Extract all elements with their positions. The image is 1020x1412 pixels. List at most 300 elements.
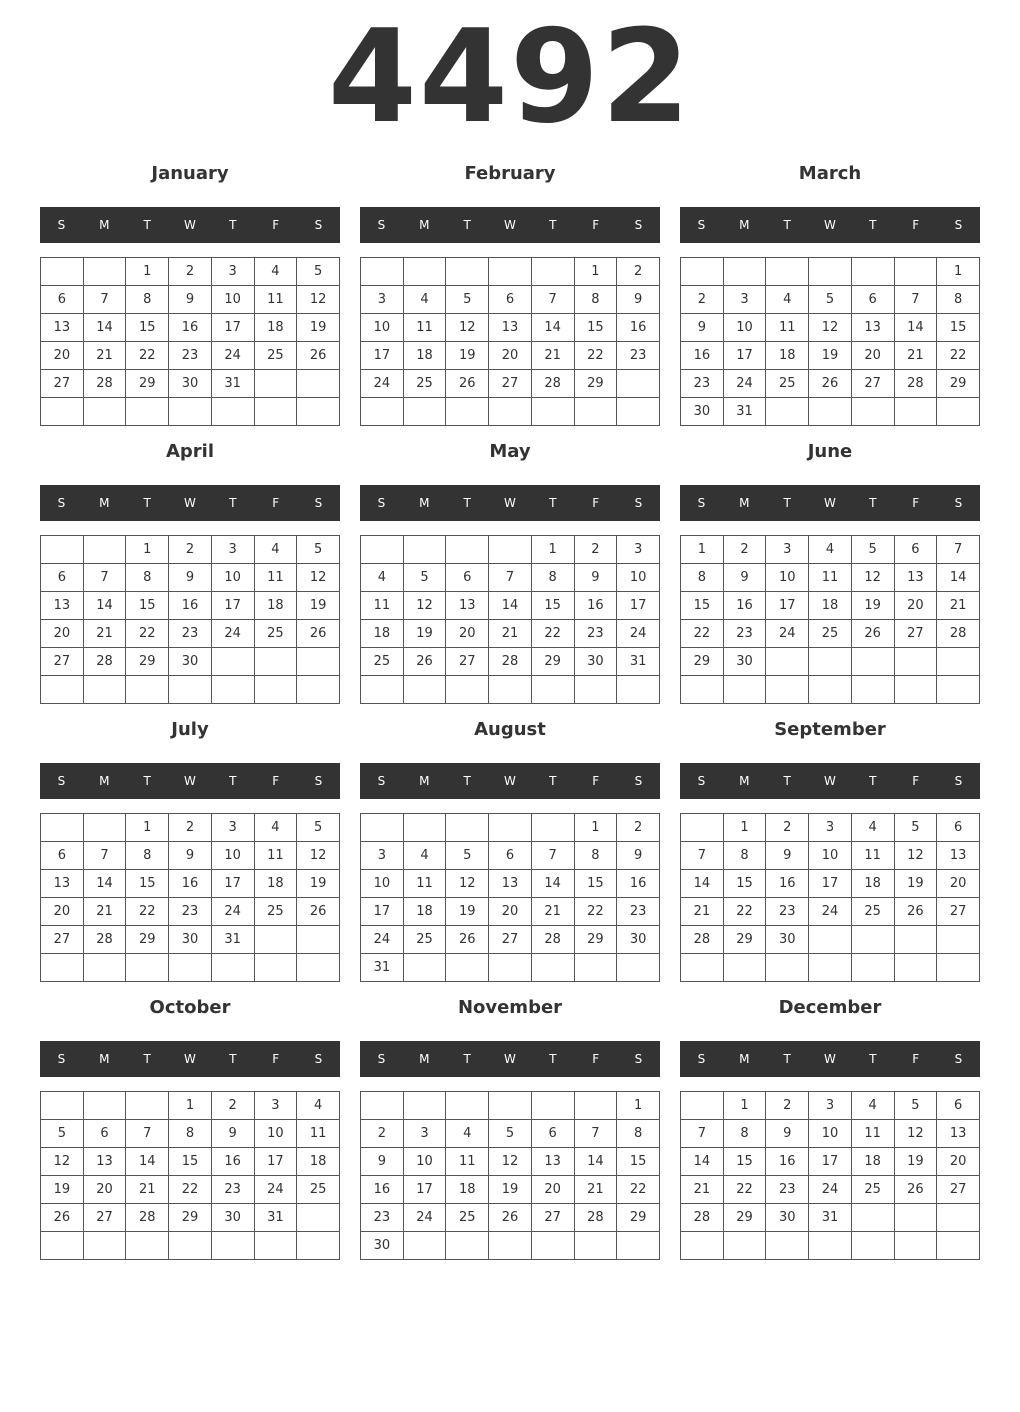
empty-day-cell — [617, 954, 660, 982]
day-grid — [680, 257, 980, 426]
day-cell: 13 — [83, 1148, 126, 1176]
weekday-label: S — [57, 1052, 66, 1066]
empty-day-cell — [83, 676, 126, 704]
week-row — [681, 1120, 980, 1148]
day-cell: 6 — [937, 1092, 980, 1120]
weekday-label: S — [697, 218, 706, 232]
day-cell: 16 — [617, 314, 660, 342]
weekday-label: T — [549, 1052, 557, 1066]
day-cell: 27 — [446, 648, 489, 676]
day-cell: 23 — [766, 898, 809, 926]
weekday-label: F — [592, 218, 600, 232]
week-row — [681, 1148, 980, 1176]
day-cell: 29 — [126, 926, 169, 954]
weekday-header — [680, 485, 980, 521]
empty-day-cell — [83, 954, 126, 982]
empty-day-cell — [574, 1232, 617, 1260]
day-cell: 14 — [489, 592, 532, 620]
empty-day-cell — [489, 398, 532, 426]
day-cell: 17 — [403, 1176, 446, 1204]
day-cell: 11 — [254, 564, 297, 592]
week-row — [681, 648, 980, 676]
day-cell: 7 — [894, 286, 937, 314]
weekday-header — [360, 485, 660, 521]
day-cell: 20 — [489, 342, 532, 370]
day-cell: 5 — [403, 564, 446, 592]
day-cell: 14 — [574, 1148, 617, 1176]
empty-day-cell — [41, 1092, 84, 1120]
empty-day-cell — [446, 398, 489, 426]
weekday-label: T — [783, 496, 791, 510]
weekday-label: M — [739, 774, 750, 788]
day-cell: 9 — [169, 286, 212, 314]
empty-day-cell — [489, 1092, 532, 1120]
day-cell: 9 — [211, 1120, 254, 1148]
empty-day-cell — [169, 1232, 212, 1260]
weekday-label: T — [869, 1052, 877, 1066]
day-cell: 18 — [254, 592, 297, 620]
day-cell: 24 — [766, 620, 809, 648]
day-cell: 27 — [83, 1204, 126, 1232]
day-cell: 9 — [723, 564, 766, 592]
empty-day-cell — [361, 536, 404, 564]
year-title: 4492 — [327, 3, 693, 152]
day-cell: 18 — [809, 592, 852, 620]
empty-day-cell — [937, 926, 980, 954]
empty-day-cell — [937, 648, 980, 676]
empty-day-cell — [41, 1232, 84, 1260]
week-row — [361, 676, 660, 704]
empty-day-cell — [937, 1232, 980, 1260]
empty-day-cell — [617, 676, 660, 704]
week-row — [361, 1148, 660, 1176]
empty-day-cell — [361, 258, 404, 286]
day-cell: 29 — [126, 370, 169, 398]
empty-day-cell — [617, 370, 660, 398]
day-cell: 11 — [851, 842, 894, 870]
day-cell: 29 — [574, 926, 617, 954]
week-row — [41, 370, 340, 398]
day-cell: 24 — [254, 1176, 297, 1204]
empty-day-cell — [41, 398, 84, 426]
weekday-label: S — [954, 1052, 963, 1066]
day-cell: 3 — [617, 536, 660, 564]
empty-day-cell — [574, 676, 617, 704]
day-cell: 20 — [41, 898, 84, 926]
week-row — [681, 1204, 980, 1232]
empty-day-cell — [446, 258, 489, 286]
week-row — [361, 342, 660, 370]
week-row — [41, 1232, 340, 1260]
week-row — [41, 1092, 340, 1120]
empty-day-cell — [403, 1092, 446, 1120]
empty-day-cell — [531, 1232, 574, 1260]
weekday-label: T — [463, 774, 471, 788]
empty-day-cell — [809, 398, 852, 426]
week-row — [681, 342, 980, 370]
month-name: May — [489, 441, 531, 462]
empty-day-cell — [126, 1232, 169, 1260]
empty-day-cell — [169, 954, 212, 982]
day-cell: 22 — [531, 620, 574, 648]
day-cell: 8 — [126, 286, 169, 314]
empty-day-cell — [446, 1232, 489, 1260]
empty-day-cell — [851, 1204, 894, 1232]
day-cell: 11 — [766, 314, 809, 342]
week-row — [361, 286, 660, 314]
empty-day-cell — [723, 1232, 766, 1260]
day-cell: 1 — [723, 814, 766, 842]
day-cell: 6 — [83, 1120, 126, 1148]
day-cell: 9 — [766, 842, 809, 870]
weekday-label: F — [272, 218, 280, 232]
weekday-label: T — [549, 496, 557, 510]
day-cell: 24 — [211, 898, 254, 926]
day-cell: 14 — [83, 592, 126, 620]
empty-day-cell — [446, 1092, 489, 1120]
day-cell: 1 — [681, 536, 724, 564]
day-cell: 8 — [574, 286, 617, 314]
day-cell: 29 — [681, 648, 724, 676]
day-cell: 30 — [681, 398, 724, 426]
week-row — [681, 286, 980, 314]
day-cell: 6 — [446, 564, 489, 592]
day-cell: 21 — [574, 1176, 617, 1204]
day-cell: 2 — [723, 536, 766, 564]
week-row — [361, 398, 660, 426]
week-row — [41, 1148, 340, 1176]
week-row — [361, 870, 660, 898]
day-cell: 15 — [574, 870, 617, 898]
weekday-label: M — [99, 496, 110, 510]
empty-day-cell — [446, 814, 489, 842]
week-row — [41, 314, 340, 342]
weekday-label: F — [272, 1052, 280, 1066]
day-cell: 13 — [894, 564, 937, 592]
day-cell: 1 — [574, 258, 617, 286]
day-cell: 11 — [809, 564, 852, 592]
weekday-header — [680, 1041, 980, 1077]
empty-day-cell — [766, 258, 809, 286]
weekday-label: T — [549, 218, 557, 232]
empty-day-cell — [83, 814, 126, 842]
weekday-label: M — [99, 218, 110, 232]
day-cell: 13 — [41, 870, 84, 898]
day-cell: 5 — [446, 842, 489, 870]
day-cell: 20 — [937, 870, 980, 898]
weekday-label: F — [272, 774, 280, 788]
day-cell: 2 — [361, 1120, 404, 1148]
day-cell: 8 — [723, 842, 766, 870]
day-cell: 31 — [211, 370, 254, 398]
weekday-label: S — [954, 774, 963, 788]
empty-day-cell — [83, 1232, 126, 1260]
day-cell: 12 — [894, 842, 937, 870]
weekday-header — [360, 207, 660, 243]
weekday-label: S — [697, 496, 706, 510]
day-cell: 17 — [723, 342, 766, 370]
day-cell: 5 — [809, 286, 852, 314]
empty-day-cell — [403, 954, 446, 982]
weekday-label: M — [419, 218, 430, 232]
weekday-label: S — [314, 1052, 323, 1066]
empty-day-cell — [574, 954, 617, 982]
empty-day-cell — [531, 258, 574, 286]
day-cell: 2 — [211, 1092, 254, 1120]
day-cell: 19 — [297, 592, 340, 620]
weekday-label: F — [912, 774, 920, 788]
week-row — [41, 620, 340, 648]
day-cell: 1 — [126, 258, 169, 286]
empty-day-cell — [489, 954, 532, 982]
day-cell: 2 — [617, 258, 660, 286]
day-cell: 12 — [446, 870, 489, 898]
weekday-label: S — [314, 774, 323, 788]
week-row — [41, 286, 340, 314]
day-grid — [360, 535, 660, 704]
empty-day-cell — [809, 926, 852, 954]
day-grid — [360, 1091, 660, 1260]
week-row — [361, 258, 660, 286]
day-cell: 17 — [211, 592, 254, 620]
day-cell: 10 — [809, 842, 852, 870]
empty-day-cell — [681, 1232, 724, 1260]
weekday-label: F — [272, 496, 280, 510]
day-cell: 20 — [489, 898, 532, 926]
day-cell: 19 — [446, 898, 489, 926]
day-cell: 8 — [126, 842, 169, 870]
day-cell: 21 — [489, 620, 532, 648]
week-row — [361, 954, 660, 982]
month-name: June — [807, 441, 853, 462]
day-cell: 13 — [489, 870, 532, 898]
day-cell: 6 — [489, 286, 532, 314]
day-cell: 15 — [169, 1148, 212, 1176]
day-cell: 22 — [723, 1176, 766, 1204]
empty-day-cell — [446, 536, 489, 564]
weekday-label: M — [739, 218, 750, 232]
empty-day-cell — [297, 926, 340, 954]
day-cell: 3 — [211, 814, 254, 842]
empty-day-cell — [489, 1232, 532, 1260]
day-cell: 22 — [574, 342, 617, 370]
day-cell: 17 — [211, 314, 254, 342]
day-cell: 26 — [851, 620, 894, 648]
empty-day-cell — [254, 398, 297, 426]
weekday-label: W — [184, 774, 196, 788]
day-cell: 28 — [681, 926, 724, 954]
day-cell: 15 — [681, 592, 724, 620]
day-cell: 27 — [851, 370, 894, 398]
week-row — [681, 536, 980, 564]
month-march — [680, 160, 980, 438]
week-row — [41, 648, 340, 676]
day-cell: 16 — [211, 1148, 254, 1176]
day-cell: 9 — [766, 1120, 809, 1148]
weekday-label: T — [783, 1052, 791, 1066]
week-row — [41, 536, 340, 564]
day-cell: 6 — [937, 814, 980, 842]
day-cell: 4 — [766, 286, 809, 314]
weekday-label: S — [377, 774, 386, 788]
day-cell: 24 — [617, 620, 660, 648]
day-cell: 27 — [41, 370, 84, 398]
weekday-label: S — [57, 218, 66, 232]
week-row — [361, 314, 660, 342]
day-cell: 20 — [851, 342, 894, 370]
weekday-header — [360, 763, 660, 799]
day-cell: 2 — [766, 814, 809, 842]
day-cell: 16 — [681, 342, 724, 370]
empty-day-cell — [937, 954, 980, 982]
day-cell: 7 — [531, 842, 574, 870]
week-row — [361, 620, 660, 648]
day-cell: 21 — [531, 898, 574, 926]
day-cell: 30 — [361, 1232, 404, 1260]
day-cell: 11 — [446, 1148, 489, 1176]
day-cell: 18 — [446, 1176, 489, 1204]
empty-day-cell — [403, 536, 446, 564]
day-cell: 3 — [211, 258, 254, 286]
day-cell: 22 — [681, 620, 724, 648]
day-grid — [40, 257, 340, 426]
weekday-label: M — [419, 1052, 430, 1066]
day-cell: 19 — [809, 342, 852, 370]
day-cell: 5 — [297, 536, 340, 564]
empty-day-cell — [681, 676, 724, 704]
empty-day-cell — [851, 398, 894, 426]
empty-day-cell — [169, 676, 212, 704]
day-cell: 1 — [531, 536, 574, 564]
day-cell: 24 — [211, 620, 254, 648]
weekday-label: W — [184, 218, 196, 232]
weekday-label: W — [824, 218, 836, 232]
day-cell: 15 — [937, 314, 980, 342]
empty-day-cell — [83, 398, 126, 426]
empty-day-cell — [851, 258, 894, 286]
weekday-label: W — [504, 774, 516, 788]
day-cell: 24 — [361, 370, 404, 398]
empty-day-cell — [41, 258, 84, 286]
empty-day-cell — [574, 1092, 617, 1120]
week-row — [361, 1176, 660, 1204]
empty-day-cell — [254, 954, 297, 982]
day-cell: 16 — [361, 1176, 404, 1204]
day-cell: 31 — [723, 398, 766, 426]
empty-day-cell — [126, 398, 169, 426]
day-cell: 28 — [126, 1204, 169, 1232]
day-cell: 28 — [83, 926, 126, 954]
day-cell: 22 — [574, 898, 617, 926]
day-cell: 27 — [937, 1176, 980, 1204]
week-row — [361, 898, 660, 926]
empty-day-cell — [126, 676, 169, 704]
day-cell: 16 — [766, 1148, 809, 1176]
empty-day-cell — [681, 1092, 724, 1120]
week-row — [361, 564, 660, 592]
month-october — [40, 994, 340, 1272]
weekday-label: F — [912, 218, 920, 232]
month-february — [360, 160, 660, 438]
empty-day-cell — [766, 398, 809, 426]
day-cell: 3 — [361, 842, 404, 870]
day-cell: 10 — [361, 870, 404, 898]
day-cell: 26 — [894, 1176, 937, 1204]
weekday-label: T — [143, 1052, 151, 1066]
weekday-label: T — [869, 218, 877, 232]
day-cell: 6 — [894, 536, 937, 564]
empty-day-cell — [211, 954, 254, 982]
month-april — [40, 438, 340, 716]
weekday-label: T — [229, 496, 237, 510]
empty-day-cell — [297, 398, 340, 426]
day-cell: 16 — [617, 870, 660, 898]
day-cell: 22 — [937, 342, 980, 370]
day-cell: 10 — [617, 564, 660, 592]
day-cell: 30 — [211, 1204, 254, 1232]
day-cell: 20 — [41, 342, 84, 370]
week-row — [681, 1232, 980, 1260]
weekday-label: S — [697, 774, 706, 788]
day-cell: 19 — [851, 592, 894, 620]
day-cell: 19 — [41, 1176, 84, 1204]
day-cell: 26 — [41, 1204, 84, 1232]
day-cell: 23 — [211, 1176, 254, 1204]
weekday-label: T — [463, 1052, 471, 1066]
week-row — [361, 1120, 660, 1148]
day-cell: 4 — [809, 536, 852, 564]
weekday-label: S — [954, 218, 963, 232]
day-cell: 10 — [723, 314, 766, 342]
empty-day-cell — [809, 1232, 852, 1260]
day-cell: 22 — [169, 1176, 212, 1204]
day-grid — [40, 535, 340, 704]
day-cell: 17 — [617, 592, 660, 620]
day-cell: 8 — [574, 842, 617, 870]
day-cell: 15 — [723, 1148, 766, 1176]
week-row — [41, 954, 340, 982]
day-cell: 16 — [574, 592, 617, 620]
weekday-label: T — [229, 1052, 237, 1066]
day-cell: 4 — [851, 814, 894, 842]
empty-day-cell — [531, 676, 574, 704]
day-cell: 7 — [83, 286, 126, 314]
day-cell: 17 — [211, 870, 254, 898]
day-cell: 21 — [681, 1176, 724, 1204]
day-cell: 10 — [211, 286, 254, 314]
day-cell: 6 — [851, 286, 894, 314]
day-cell: 20 — [937, 1148, 980, 1176]
day-cell: 9 — [617, 286, 660, 314]
day-cell: 9 — [361, 1148, 404, 1176]
weekday-label: T — [143, 218, 151, 232]
day-cell: 7 — [574, 1120, 617, 1148]
month-december — [680, 994, 980, 1272]
day-cell: 27 — [531, 1204, 574, 1232]
empty-day-cell — [681, 814, 724, 842]
day-cell: 3 — [254, 1092, 297, 1120]
empty-day-cell — [41, 676, 84, 704]
empty-day-cell — [809, 648, 852, 676]
day-cell: 26 — [297, 898, 340, 926]
day-cell: 29 — [723, 926, 766, 954]
empty-day-cell — [361, 1092, 404, 1120]
weekday-label: S — [57, 774, 66, 788]
empty-day-cell — [809, 954, 852, 982]
empty-day-cell — [361, 814, 404, 842]
day-cell: 10 — [809, 1120, 852, 1148]
day-cell: 11 — [403, 870, 446, 898]
